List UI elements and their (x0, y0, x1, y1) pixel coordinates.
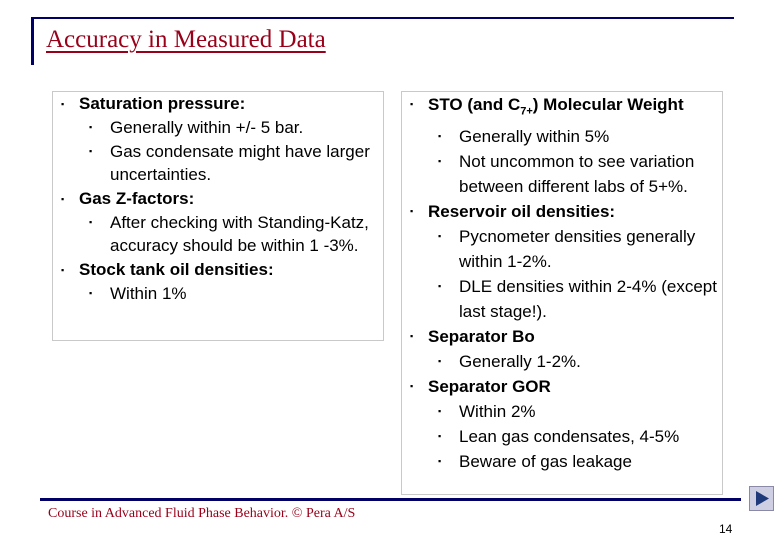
bullet-icon: ▪ (438, 131, 442, 142)
bullet-heading: Separator Bo (428, 327, 535, 347)
list-item (428, 349, 722, 374)
bullet-icon: ▪ (438, 356, 442, 367)
list-item (79, 282, 383, 306)
list-item (402, 324, 722, 374)
bullet-icon: ▪ (89, 287, 93, 298)
bullet-heading: Gas Z-factors: (79, 188, 195, 208)
list-item (428, 224, 722, 274)
bullet-icon: ▪ (438, 456, 442, 467)
bullet-text: Generally within +/- 5 bar. (110, 118, 304, 137)
bullet-text: Pycnometer densities generally within 1-2%. (459, 227, 696, 272)
list-item (402, 92, 722, 199)
footer-divider (40, 498, 741, 501)
list-item (428, 399, 722, 424)
bullet-icon: ▪ (89, 122, 93, 132)
left-content-box (52, 91, 384, 341)
bullet-text: Within 2% (459, 402, 536, 422)
bullet-icon: ▪ (61, 99, 65, 109)
list-item (402, 374, 722, 474)
bullet-text: Within 1% (110, 283, 187, 303)
bullet-icon: ▪ (61, 264, 65, 275)
bullet-icon: ▪ (89, 216, 93, 227)
bullet-icon: ▪ (61, 193, 65, 204)
bullet-icon: ▪ (438, 281, 442, 292)
title-frame-left (31, 17, 34, 65)
slide-title: Accuracy in Measured Data (46, 26, 326, 53)
list-item (53, 258, 383, 306)
bullet-text: Not uncommon to see variation between different labs of 5+%. (459, 152, 695, 197)
footer-text: Course in Advanced Fluid Phase Behavior. © Pera A/S (48, 506, 356, 521)
bullet-icon: ▪ (89, 145, 93, 156)
bullet-icon: ▪ (438, 156, 442, 167)
bullet-text: Lean gas condensates, 4-5% (459, 427, 680, 447)
next-slide-icon (750, 487, 773, 510)
bullet-heading: Stock tank oil densities: (79, 259, 274, 279)
bullet-text: DLE densities within 2-4% (except last stage!). (459, 277, 717, 322)
bullet-icon: ▪ (438, 231, 442, 242)
bullet-text: Generally within 5% (459, 127, 610, 147)
bullet-heading: Reservoir oil densities: (428, 202, 616, 222)
list-item (428, 424, 722, 449)
bullet-icon: ▪ (410, 331, 414, 342)
right-content-box (401, 91, 723, 495)
list-item (79, 140, 383, 187)
title-frame-top (31, 17, 734, 19)
bullet-icon: ▪ (410, 206, 414, 217)
list-item (428, 449, 722, 474)
list-item (79, 116, 383, 140)
bullet-text: After checking with Standing-Katz, accuracy should be within 1 -3%. (110, 212, 369, 255)
bullet-heading: Saturation pressure: (79, 94, 246, 113)
list-item (428, 124, 722, 149)
next-slide-button[interactable] (749, 486, 774, 511)
bullet-heading: STO (and $C_{7+}$) Molecular Weight (428, 95, 684, 118)
bullet-icon: ▪ (438, 406, 442, 417)
list-item (53, 92, 383, 187)
page-number: 14 (719, 522, 733, 536)
bullet-text: Gas condensate might have larger uncertainties. (110, 141, 370, 184)
bullet-text: Generally 1-2%. (459, 352, 581, 372)
list-item (53, 187, 383, 258)
list-item (402, 199, 722, 324)
bullet-icon: ▪ (410, 381, 414, 392)
bullet-icon: ▪ (438, 431, 442, 442)
bullet-heading: Separator GOR (428, 377, 551, 397)
bullet-text: Beware of gas leakage (459, 452, 632, 472)
list-item (428, 149, 722, 199)
list-item (428, 274, 722, 324)
bullet-icon: ▪ (410, 99, 414, 109)
list-item (79, 211, 383, 258)
